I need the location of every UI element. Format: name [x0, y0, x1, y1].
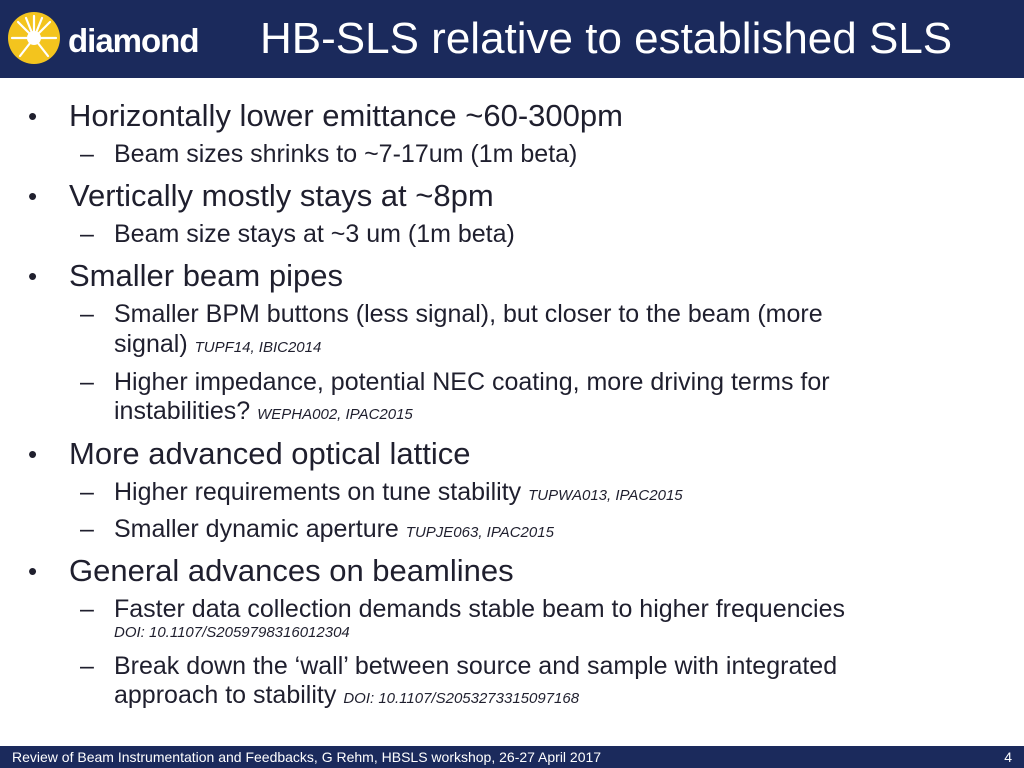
bullet-text: Vertically mostly stays at ~8pm	[69, 178, 494, 213]
footer-bar	[0, 746, 1024, 768]
sub-bullet-text: approach to stability	[114, 681, 337, 709]
sub-bullet-text: Smaller dynamic aperture	[114, 515, 399, 543]
page-title: HB-SLS relative to established SLS	[260, 14, 953, 63]
reference: TUPWA013, IPAC2015	[528, 487, 683, 504]
sub-bullet-text: Higher impedance, potential NEC coating, more driving terms for	[114, 368, 830, 396]
header-bar	[0, 0, 1024, 78]
bullet-text: General advances on beamlines	[69, 553, 514, 588]
page-number: 4	[1004, 749, 1012, 765]
sun-icon	[6, 10, 62, 66]
bullet-text: More advanced optical lattice	[69, 436, 471, 471]
sub-bullet-text: Faster data collection demands stable beam to higher frequencies	[114, 595, 845, 623]
logo-text: diamond	[68, 22, 199, 59]
sub-bullet-text: Beam sizes shrinks to ~7-17um (1m beta)	[114, 140, 578, 168]
sub-bullet-text: instabilities?	[114, 397, 251, 425]
sub-bullet-text: signal)	[114, 330, 188, 358]
footer-text: Review of Beam Instrumentation and Feedbacks, G Rehm, HBSLS workshop, 26-27 April 2017	[12, 749, 602, 765]
reference: TUPJE063, IPAC2015	[405, 524, 554, 541]
sub-bullet-text: Break down the ‘wall’ between source and sample with integrated	[114, 652, 838, 680]
bullet-text: Horizontally lower emittance ~60-300pm	[69, 98, 623, 133]
sub-bullet-text: Beam size stays at ~3 um (1m beta)	[114, 220, 515, 248]
sub-bullet-text: Higher requirements on tune stability	[114, 478, 522, 506]
reference: DOI: 10.1107/S2053273315097168	[343, 690, 580, 707]
reference: WEPHA002, IPAC2015	[257, 406, 413, 423]
diamond-logo	[6, 10, 199, 66]
bullet-text: Smaller beam pipes	[69, 258, 343, 293]
sub-bullet-text: Smaller BPM buttons (less signal), but closer to the beam (more	[114, 300, 823, 328]
reference: TUPF14, IBIC2014	[194, 339, 322, 356]
reference: DOI: 10.1107/S2059798316012304	[114, 624, 350, 641]
